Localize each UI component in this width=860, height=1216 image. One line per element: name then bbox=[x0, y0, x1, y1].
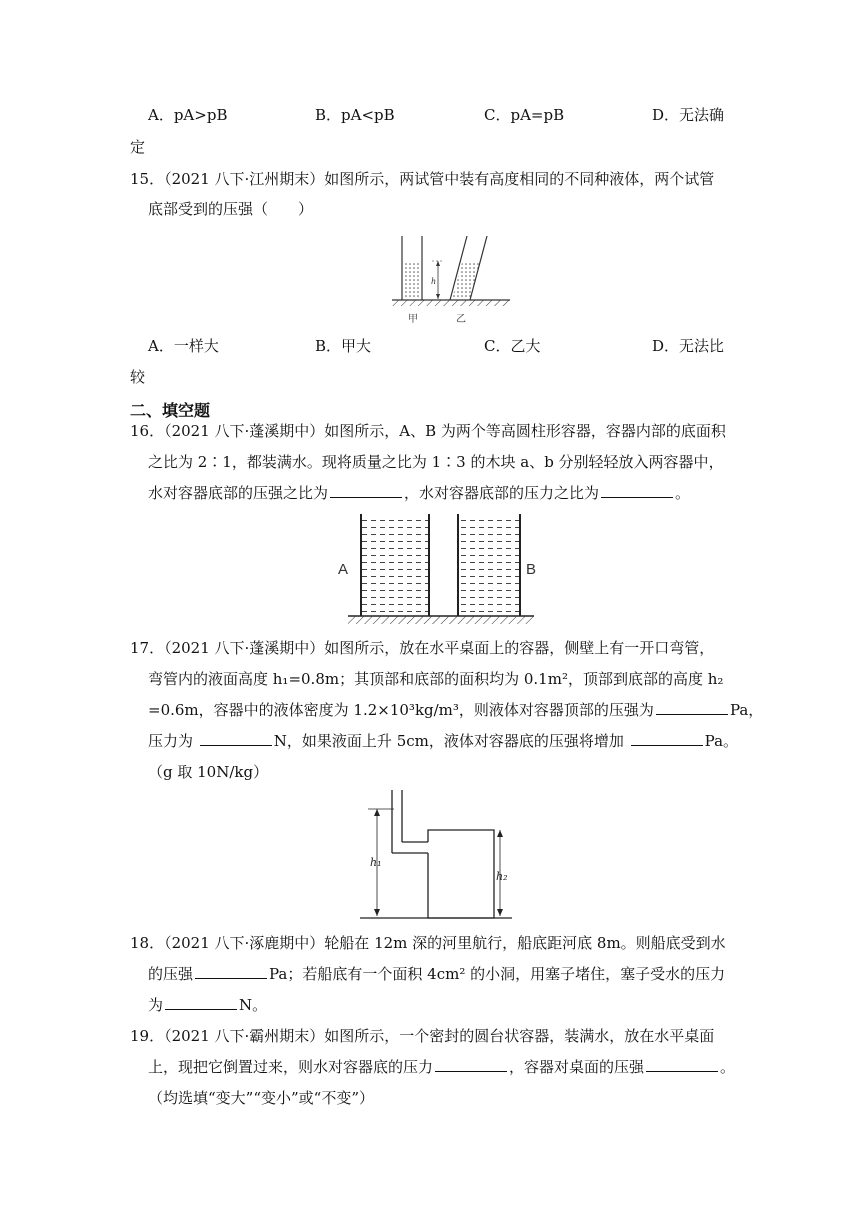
q19-line2: 上，现把它倒置过来，则水对容器底的压力 ，容器对桌面的压强 。 bbox=[148, 1058, 736, 1076]
q15-option-d: D．无法比 bbox=[652, 337, 725, 355]
q19-line3: （均选填“变大”“变小”或“不变”） bbox=[148, 1089, 375, 1107]
q17-line3: =0.6m，容器中的液体密度为 1.2×10³kg/m³，则液体对容器顶部的压强为 Pa， bbox=[148, 701, 764, 719]
answer-blank[interactable] bbox=[646, 1056, 718, 1072]
q15-label-right: 乙 bbox=[456, 314, 466, 325]
q18-line1: 18．（2021 八下·涿鹿期中）轮船在 12m 深的河里航行，船底距河底 8m。则船底受到水 bbox=[130, 934, 726, 952]
q15-line1: 15．（2021 八下·江州期末）如图所示，两试管中装有高度相同的不同种液体，两个试管 bbox=[130, 170, 715, 188]
q17-line5: （g 取 10N/kg） bbox=[148, 763, 269, 781]
q17-line2: 弯管内的液面高度 h₁=0.8m；其顶部和底部的面积均为 0.1m²，顶部到底部的高度 h₂ bbox=[148, 670, 724, 688]
q16-line3: 水对容器底部的压强之比为 ，水对容器底部的压力之比为 。 bbox=[148, 484, 691, 502]
q15-label-left: 甲 bbox=[408, 314, 418, 325]
q17-line4: 压力为 N，如果液面上升 5cm，液体对容器底的压强将增加 Pa。 bbox=[148, 732, 739, 750]
q14-option-d: D．无法确 bbox=[652, 106, 725, 124]
answer-blank[interactable] bbox=[656, 699, 728, 715]
q17-label-h2: h₂ bbox=[496, 870, 508, 883]
answer-blank[interactable] bbox=[601, 482, 673, 498]
q19-line1: 19．（2021 八下·霸州期末）如图所示，一个密封的圆台状容器，装满水，放在水平桌面 bbox=[130, 1027, 715, 1045]
answer-blank[interactable] bbox=[435, 1056, 507, 1072]
answer-blank[interactable] bbox=[195, 963, 267, 979]
q14-option-d-wrap: 定 bbox=[130, 138, 146, 156]
q16-line1: 16．（2021 八下·蓬溪期中）如图所示，A、B 为两个等高圆柱形容器，容器内部的底面积 bbox=[130, 422, 726, 440]
q15-label-h: h bbox=[431, 277, 437, 286]
q17-container-figure bbox=[360, 790, 520, 924]
q15-option-d-wrap: 较 bbox=[130, 368, 146, 386]
q15-line2: 底部受到的压强（ ） bbox=[148, 200, 314, 218]
answer-blank[interactable] bbox=[631, 730, 703, 746]
q15-option-b: B．甲大 bbox=[315, 337, 372, 355]
q16-containers-figure bbox=[334, 510, 537, 628]
section-title: 二、填空题 bbox=[130, 401, 211, 420]
q14-option-c: C．pA=pB bbox=[484, 106, 565, 124]
q17-line1: 17．（2021 八下·蓬溪期中）如图所示，放在水平桌面上的容器，侧壁上有一开口弯管， bbox=[130, 639, 715, 657]
q15-test-tube-figure bbox=[392, 230, 512, 325]
q16-label-b: B bbox=[526, 561, 537, 578]
q15-option-a: A．一样大 bbox=[148, 337, 219, 355]
answer-blank[interactable] bbox=[200, 730, 272, 746]
q15-option-c: C．乙大 bbox=[484, 337, 541, 355]
q17-label-h1: h₁ bbox=[370, 856, 382, 869]
q18-line3: 为 N。 bbox=[148, 996, 268, 1014]
q16-line2: 之比为 2∶1，都装满水。现将质量之比为 1∶3 的木块 a、b 分别轻轻放入两容器中， bbox=[148, 453, 724, 471]
answer-blank[interactable] bbox=[165, 994, 237, 1010]
q18-line2: 的压强 Pa；若船底有一个面积 4cm² 的小洞，用塞子堵住，塞子受水的压力 bbox=[148, 965, 726, 983]
q16-label-a: A bbox=[338, 561, 349, 578]
answer-blank[interactable] bbox=[330, 482, 402, 498]
q14-option-b: B．pA<pB bbox=[315, 106, 395, 124]
q14-option-a: A．pA>pB bbox=[148, 106, 228, 124]
